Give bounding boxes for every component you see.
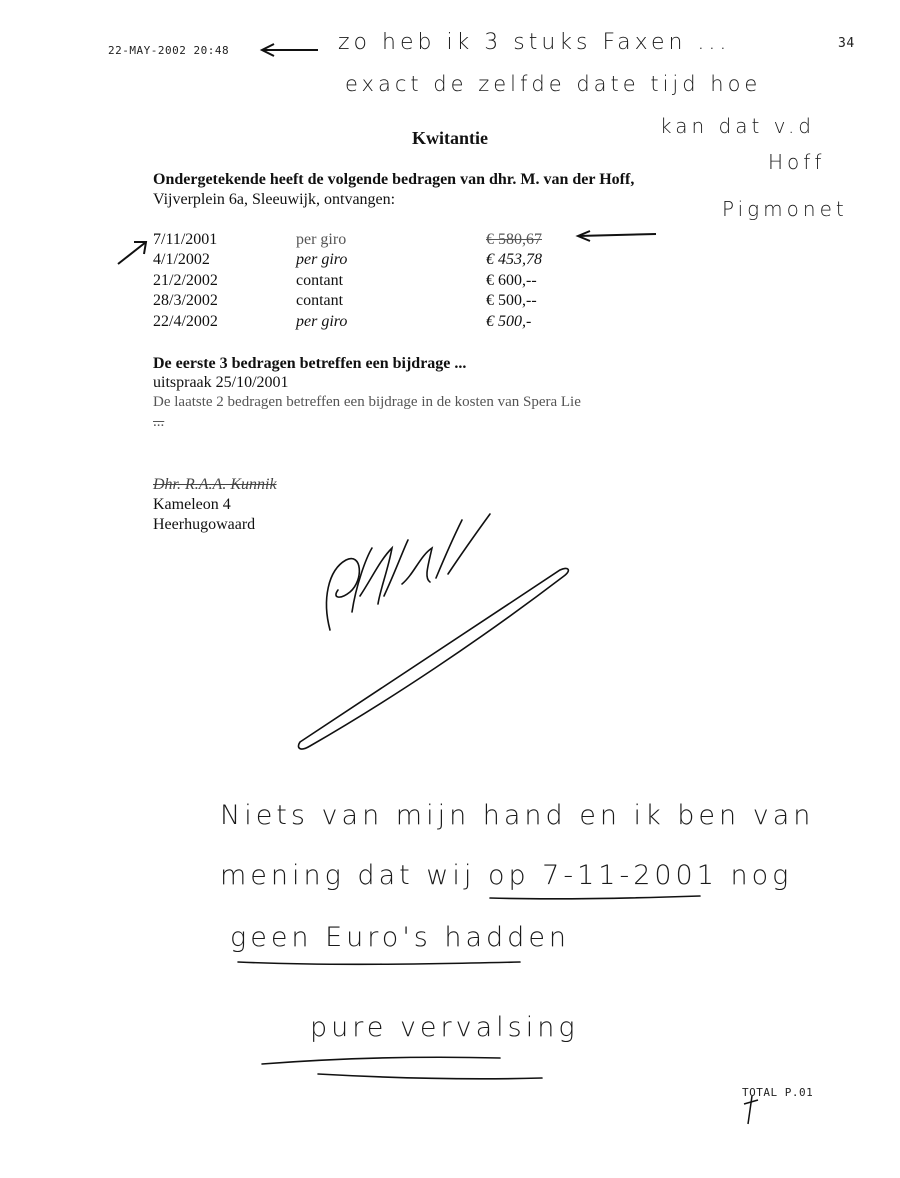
arrow-left-icon <box>578 231 656 241</box>
handwritten-line2: mening dat wij op 7-11-2001 nog <box>220 860 793 891</box>
margin-note-line1: zo heb ik 3 stuks Faxen ... <box>338 30 731 55</box>
payment-method: contant <box>296 272 344 289</box>
payment-method: per giro <box>296 313 348 330</box>
payment-amount: € 500,- <box>486 313 532 330</box>
margin-note-line3: kan dat v.d <box>660 114 816 138</box>
receipt-note-line4: ... <box>153 414 165 430</box>
receipt-intro-line1: Ondergetekende heeft de volgende bedragen van dhr. M. van der Hoff, <box>153 171 635 188</box>
footer-mark <box>744 1096 758 1124</box>
payment-date: 4/1/2002 <box>153 251 210 268</box>
handwritten-line4: pure vervalsing <box>310 1012 579 1043</box>
payment-method: contant <box>296 292 344 309</box>
receipt-note-line2: uitspraak 25/10/2001 <box>153 374 289 391</box>
receipt-title: Kwitantie <box>412 128 488 148</box>
payment-date: 21/2/2002 <box>153 272 218 289</box>
payment-amount: € 580,67 <box>486 231 542 248</box>
payment-date: 22/4/2002 <box>153 313 218 330</box>
fax-timestamp: 22-MAY-2002 20:48 <box>108 44 230 57</box>
receipt-note-line1: De eerste 3 bedragen betreffen een bijdrage ... <box>153 355 467 372</box>
fax-footer: TOTAL P.01 <box>742 1086 814 1099</box>
payment-date: 28/3/2002 <box>153 292 218 309</box>
fax-page-number: 34 <box>838 36 855 51</box>
sender-name: Dhr. R.A.A. Kunnik <box>153 476 277 493</box>
margin-note-line2: exact de zelfde date tijd hoe <box>345 72 762 96</box>
arrow-left-icon <box>262 44 318 56</box>
receipt-intro-line2: Vijverplein 6a, Sleeuwijk, ontvangen: <box>153 191 396 208</box>
payment-amount: € 500,-- <box>486 292 537 309</box>
payment-amount: € 453,78 <box>486 251 542 268</box>
payment-amount: € 600,-- <box>486 272 537 289</box>
margin-note-line4: Hoff <box>768 150 826 174</box>
handwritten-line1: Niets van mijn hand en ik ben van <box>220 800 815 831</box>
payment-method: per giro <box>296 251 348 268</box>
margin-note-line5: Pigmonet <box>722 197 848 221</box>
signature <box>298 514 568 749</box>
sender-street: Kameleon 4 <box>153 496 231 513</box>
sender-city: Heerhugowaard <box>153 516 256 533</box>
payment-method: per giro <box>296 231 347 248</box>
handwritten-line3: geen Euro's hadden <box>230 922 571 953</box>
payment-date: 7/11/2001 <box>153 231 218 248</box>
receipt-note-line3: De laatste 2 bedragen betreffen een bijdrage in de kosten van Spera Lie <box>153 394 581 410</box>
arrow-up-right-icon <box>118 242 146 264</box>
